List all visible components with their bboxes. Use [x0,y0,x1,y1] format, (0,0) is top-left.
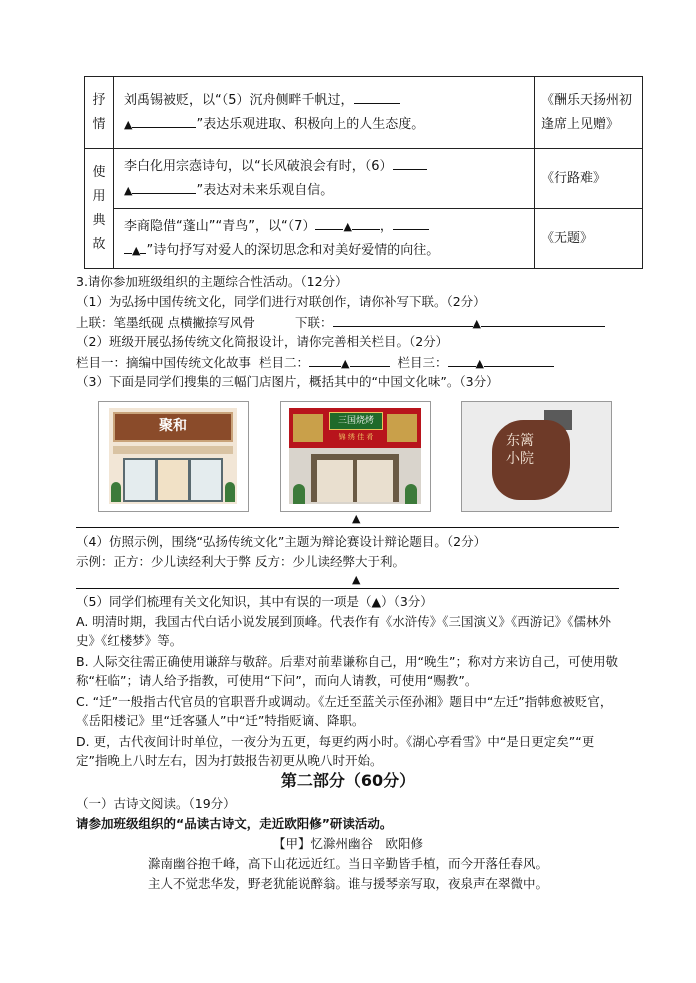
section-title: （一）古诗文阅读。（19分） [76,796,236,811]
shop-photo-3 [461,401,612,512]
column-line: 栏目一：摘编中国传统文化故事 栏目二： ▲ 栏目三： ▲ [76,352,554,373]
option-d: D. 更，古代夜间计时单位，一夜分为五更，每更约两小时。《湖心亭看雪》中“是日更定矣”“更定”指晚上八时左右，因为打鼓报告初更从晚八时开始。 [76,734,595,768]
shop-sign-2: 三国烧烤 [337,416,374,426]
couplet-line: 上联：笔墨纸砚 点横撇捺写风骨 下联： ▲ [76,312,605,333]
row-text: 刘禹锡被贬，以“（5）沉舟侧畔千帆过， ▲ ”表达乐观进取、积极向上的人生态度。 [114,77,535,149]
row-text: 李商隐借“蓬山”“青鸟”，以“（7） ▲ ， ▲ ”诗句抒写对爱人的深切思念和对美好爱情的向往。 [114,209,535,269]
q3-s1: （1）为弘扬中国传统文化，同学们进行对联创作，请你补写下联。（2分） [76,294,486,309]
shop-sign-1: 聚和 [159,418,187,434]
q3-s3: （3）下面是同学们搜集的三幅门店图片，概括其中的“中国文化味”。（3分） [76,374,499,389]
category-lyric: 抒情 [85,77,114,149]
source-cell: 《酬乐天扬州初逢席上见赠》 [535,77,643,149]
q3-s4: （4）仿照示例，围绕“弘扬传统文化”主题为辩论赛设计辩论题目。（2分） [76,534,487,549]
option-c: C. “迁”一般指古代官员的官职晋升或调动。《左迁至蓝关示侄孙湘》题目中“左迁”指韩愈被贬官，《岳阳楼记》里“迁客骚人”中“迁”特指贬谪、降职。 [76,694,613,728]
q3-s5: （5）同学们梳理有关文化知识，其中有误的一项是（▲）（3分） [76,594,433,609]
answer-line [76,588,619,589]
activity-intro: 请参加班级组织的“品读古诗文，走近欧阳修”研读活动。 [76,816,393,831]
q3-s4-example: 示例：正方：少儿读经利大于弊 反方：少儿读经弊大于利。 [76,554,405,569]
shop-sign-3: 东篱小院 [506,433,534,467]
poem-line-2: 主人不觉悲华发，野老犹能说醉翁。谁与援琴亲写取，夜泉声在翠微中。 [147,876,548,891]
row-text: 李白化用宗悫诗句，以“长风破浪会有时，（6） ▲ ”表达对未来乐观自信。 [114,149,535,209]
answer-line [76,527,619,528]
poem-table [84,76,643,269]
answer-marker: ▲ [352,573,361,586]
source-cell: 《无题》 [535,209,643,269]
option-a: A. 明清时期，我国古代白话小说发展到顶峰。代表作有《水浒传》《三国演义》《西游记》《儒林外史》《红楼梦》等。 [76,614,612,648]
part2-title: 第二部分（60分） [280,771,416,790]
poem-line-1: 滁南幽谷抱千峰，高下山花远近红。当日辛勤皆手植，而今开落任春风。 [147,856,548,871]
category-allusion: 使用典故 [85,149,114,269]
option-b: B. 人际交往需正确使用谦辞与敬辞。后辈对前辈谦称自己，用“晚生”；称对方来访自己，可使用敬称“枉临”；请人给予指教，可使用“下问”，而向人请教，可使用“赐教”。 [76,654,618,688]
shop-photo-2 [280,401,431,512]
q3-s2: （2）班级开展弘扬传统文化简报设计，请你完善相关栏目。（2分） [76,334,449,349]
q3-title: 3.请你参加班级组织的主题综合性活动。（12分） [76,274,348,289]
shop-subsign-2: 锦 绣 佳 肴 [338,433,374,441]
source-cell: 《行路难》 [535,149,643,209]
shop-photo-1 [98,401,249,512]
poem-title: 【甲】忆滁州幽谷 欧阳修 [272,836,423,851]
answer-marker: ▲ [352,512,361,525]
